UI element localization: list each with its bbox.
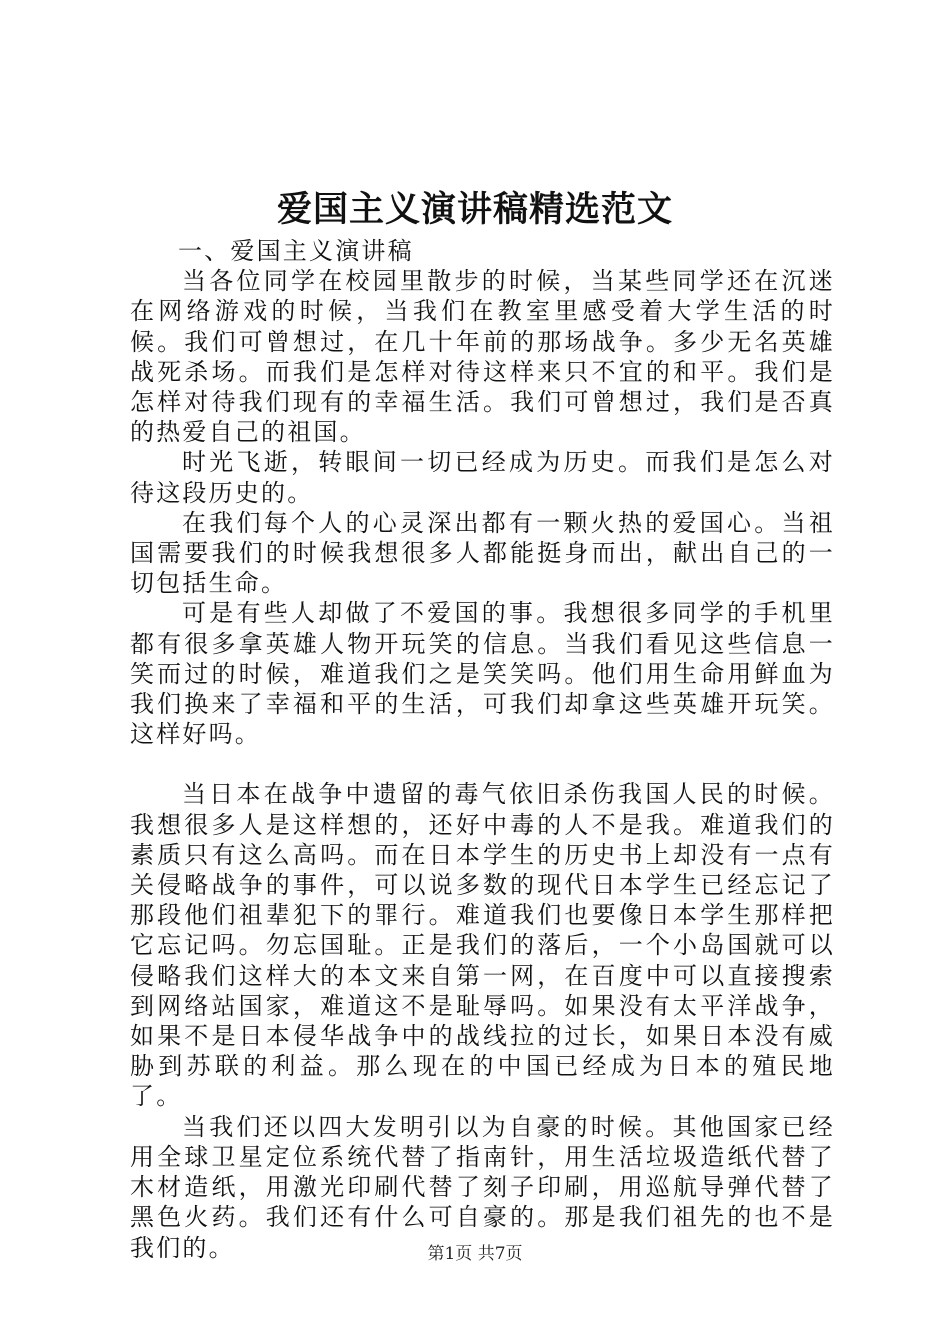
paragraph: 时光飞逝，转眼间一切已经成为历史。而我们是怎么对待这段历史的。 (130, 448, 835, 507)
paragraph-spacer (130, 749, 835, 779)
section-heading: 一、爱国主义演讲稿 (178, 237, 414, 265)
paragraph: 可是有些人却做了不爱国的事。我想很多同学的手机里都有很多拿英雄人物开玩笑的信息。当我们看见这些信息一笑而过的时候，难道我们之是笑笑吗。他们用生命用鲜血为我们换来了幸福和平的生活，可我们却拿这些英雄开玩笑。这样好吗。 (130, 599, 835, 749)
paragraph: 当日本在战争中遗留的毒气依旧杀伤我国人民的时候。我想很多人是这样想的，还好中毒的人不是我。难道我们的素质只有这么高吗。而在日本学生的历史书上却没有一点有关侵略战争的事件，可以说多数的现代日本学生已经忘记了那段他们祖辈犯下的罪行。难道我们也要像日本学生那样把它忘记吗。勿忘国耻。正是我们的落后，一个小岛国就可以侵略我们这样大的本文来自第一网，在百度中可以直接搜索到网络站国家，难道这不是耻辱吗。如果没有太平洋战争，如果不是日本侵华战争中的战线拉的过长，如果日本没有威胁到苏联的利益。那么现在的中国已经成为日本的殖民地了。 (130, 780, 835, 1111)
document-body (130, 236, 835, 1263)
paragraph: 当我们还以四大发明引以为自豪的时候。其他国家已经用全球卫星定位系统代替了指南针，用生活垃圾造纸代替了木材造纸，用激光印刷代替了刻子印刷，用巡航导弹代替了黑色火药。我们还有什么可自豪的。那是我们祖先的也不是我们的。 (130, 1112, 835, 1262)
paragraph: 在我们每个人的心灵深出都有一颗火热的爱国心。当祖国需要我们的时候我想很多人都能挺身而出，献出自己的一切包括生命。 (130, 508, 835, 598)
page-indicator: 第1页 共7页 (427, 1244, 523, 1264)
paragraph: 当各位同学在校园里散步的时候，当某些同学还在沉迷在网络游戏的时候，当我们在教室里感受着大学生活的时候。我们可曾想过，在几十年前的那场战争。多少无名英雄战死杀场。而我们是怎样对待这样来只不宜的和平。我们是怎样对待我们现有的幸福生活。我们可曾想过，我们是否真的热爱自己的祖国。 (130, 267, 835, 447)
document-title: 爱国主义演讲稿精选范文 (276, 189, 673, 230)
